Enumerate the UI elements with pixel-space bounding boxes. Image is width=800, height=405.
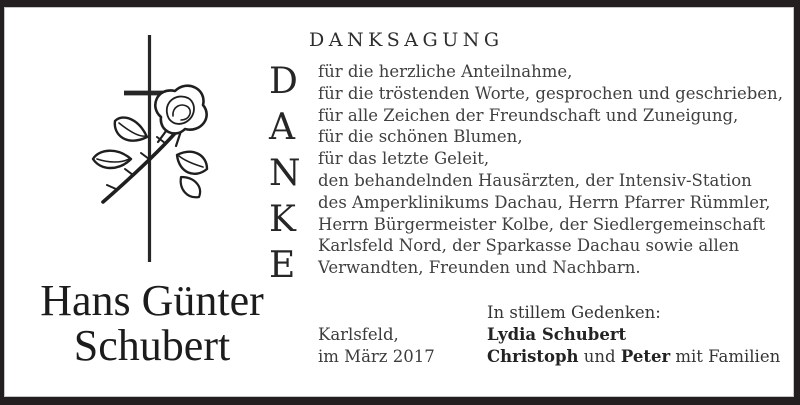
thanks-line: für das letzte Geleit, [318, 149, 490, 169]
danke-letter: E [269, 245, 296, 286]
mourners-line [487, 346, 780, 368]
thanks-line: für die schönen Blumen, [318, 127, 523, 147]
cross-rose-graphic [85, 25, 215, 270]
danke-letter: A [269, 107, 295, 148]
mourner-name: Christoph [487, 346, 579, 366]
date-line: im März 2017 [318, 346, 435, 366]
thanks-text-block [318, 61, 783, 279]
deceased-name-line1: Hans Günter [40, 276, 264, 325]
danke-letter: N [269, 153, 301, 194]
thanks-line: Verwandten, Freunden und Nachbarn. [318, 258, 641, 278]
memorial-block [487, 302, 780, 367]
deceased-name-line2: Schubert [73, 321, 231, 370]
mourner-name: Lydia Schubert [487, 324, 627, 344]
thanks-line: für die tröstenden Worte, gesprochen und geschrieben, [318, 83, 783, 103]
thanks-line: für alle Zeichen der Freundschaft und Zuneigung, [318, 105, 739, 125]
danke-vertical-word [269, 61, 305, 286]
place-line: Karlsfeld, [318, 325, 399, 344]
deceased-name [6, 278, 298, 368]
danke-letter: K [269, 199, 296, 240]
thanks-line: Herrn Bürgermeister Kolbe, der Siedlergemeinschaft [318, 214, 766, 234]
mourners-suffix: mit Familien [670, 346, 781, 366]
cross-icon [124, 35, 173, 262]
thanks-line: für die herzliche Anteilnahme, [318, 62, 573, 81]
mourner-name: Peter [620, 346, 671, 366]
thanks-line: des Amperklinikums Dachau, Herrn Pfarrer Rümmler, [318, 192, 771, 212]
thanks-line: Karlsfeld Nord, der Sparkasse Dachau sowie allen [318, 236, 740, 256]
danke-letter: D [269, 61, 298, 102]
place-date-block [318, 324, 435, 368]
notice-title: DANKSAGUNG [309, 29, 504, 51]
mourners-connector: und [578, 346, 621, 366]
memorial-heading: In stillem Gedenken: [487, 303, 661, 322]
thanks-line: den behandelnden Hausärzten, der Intensiv-Station [318, 170, 752, 190]
